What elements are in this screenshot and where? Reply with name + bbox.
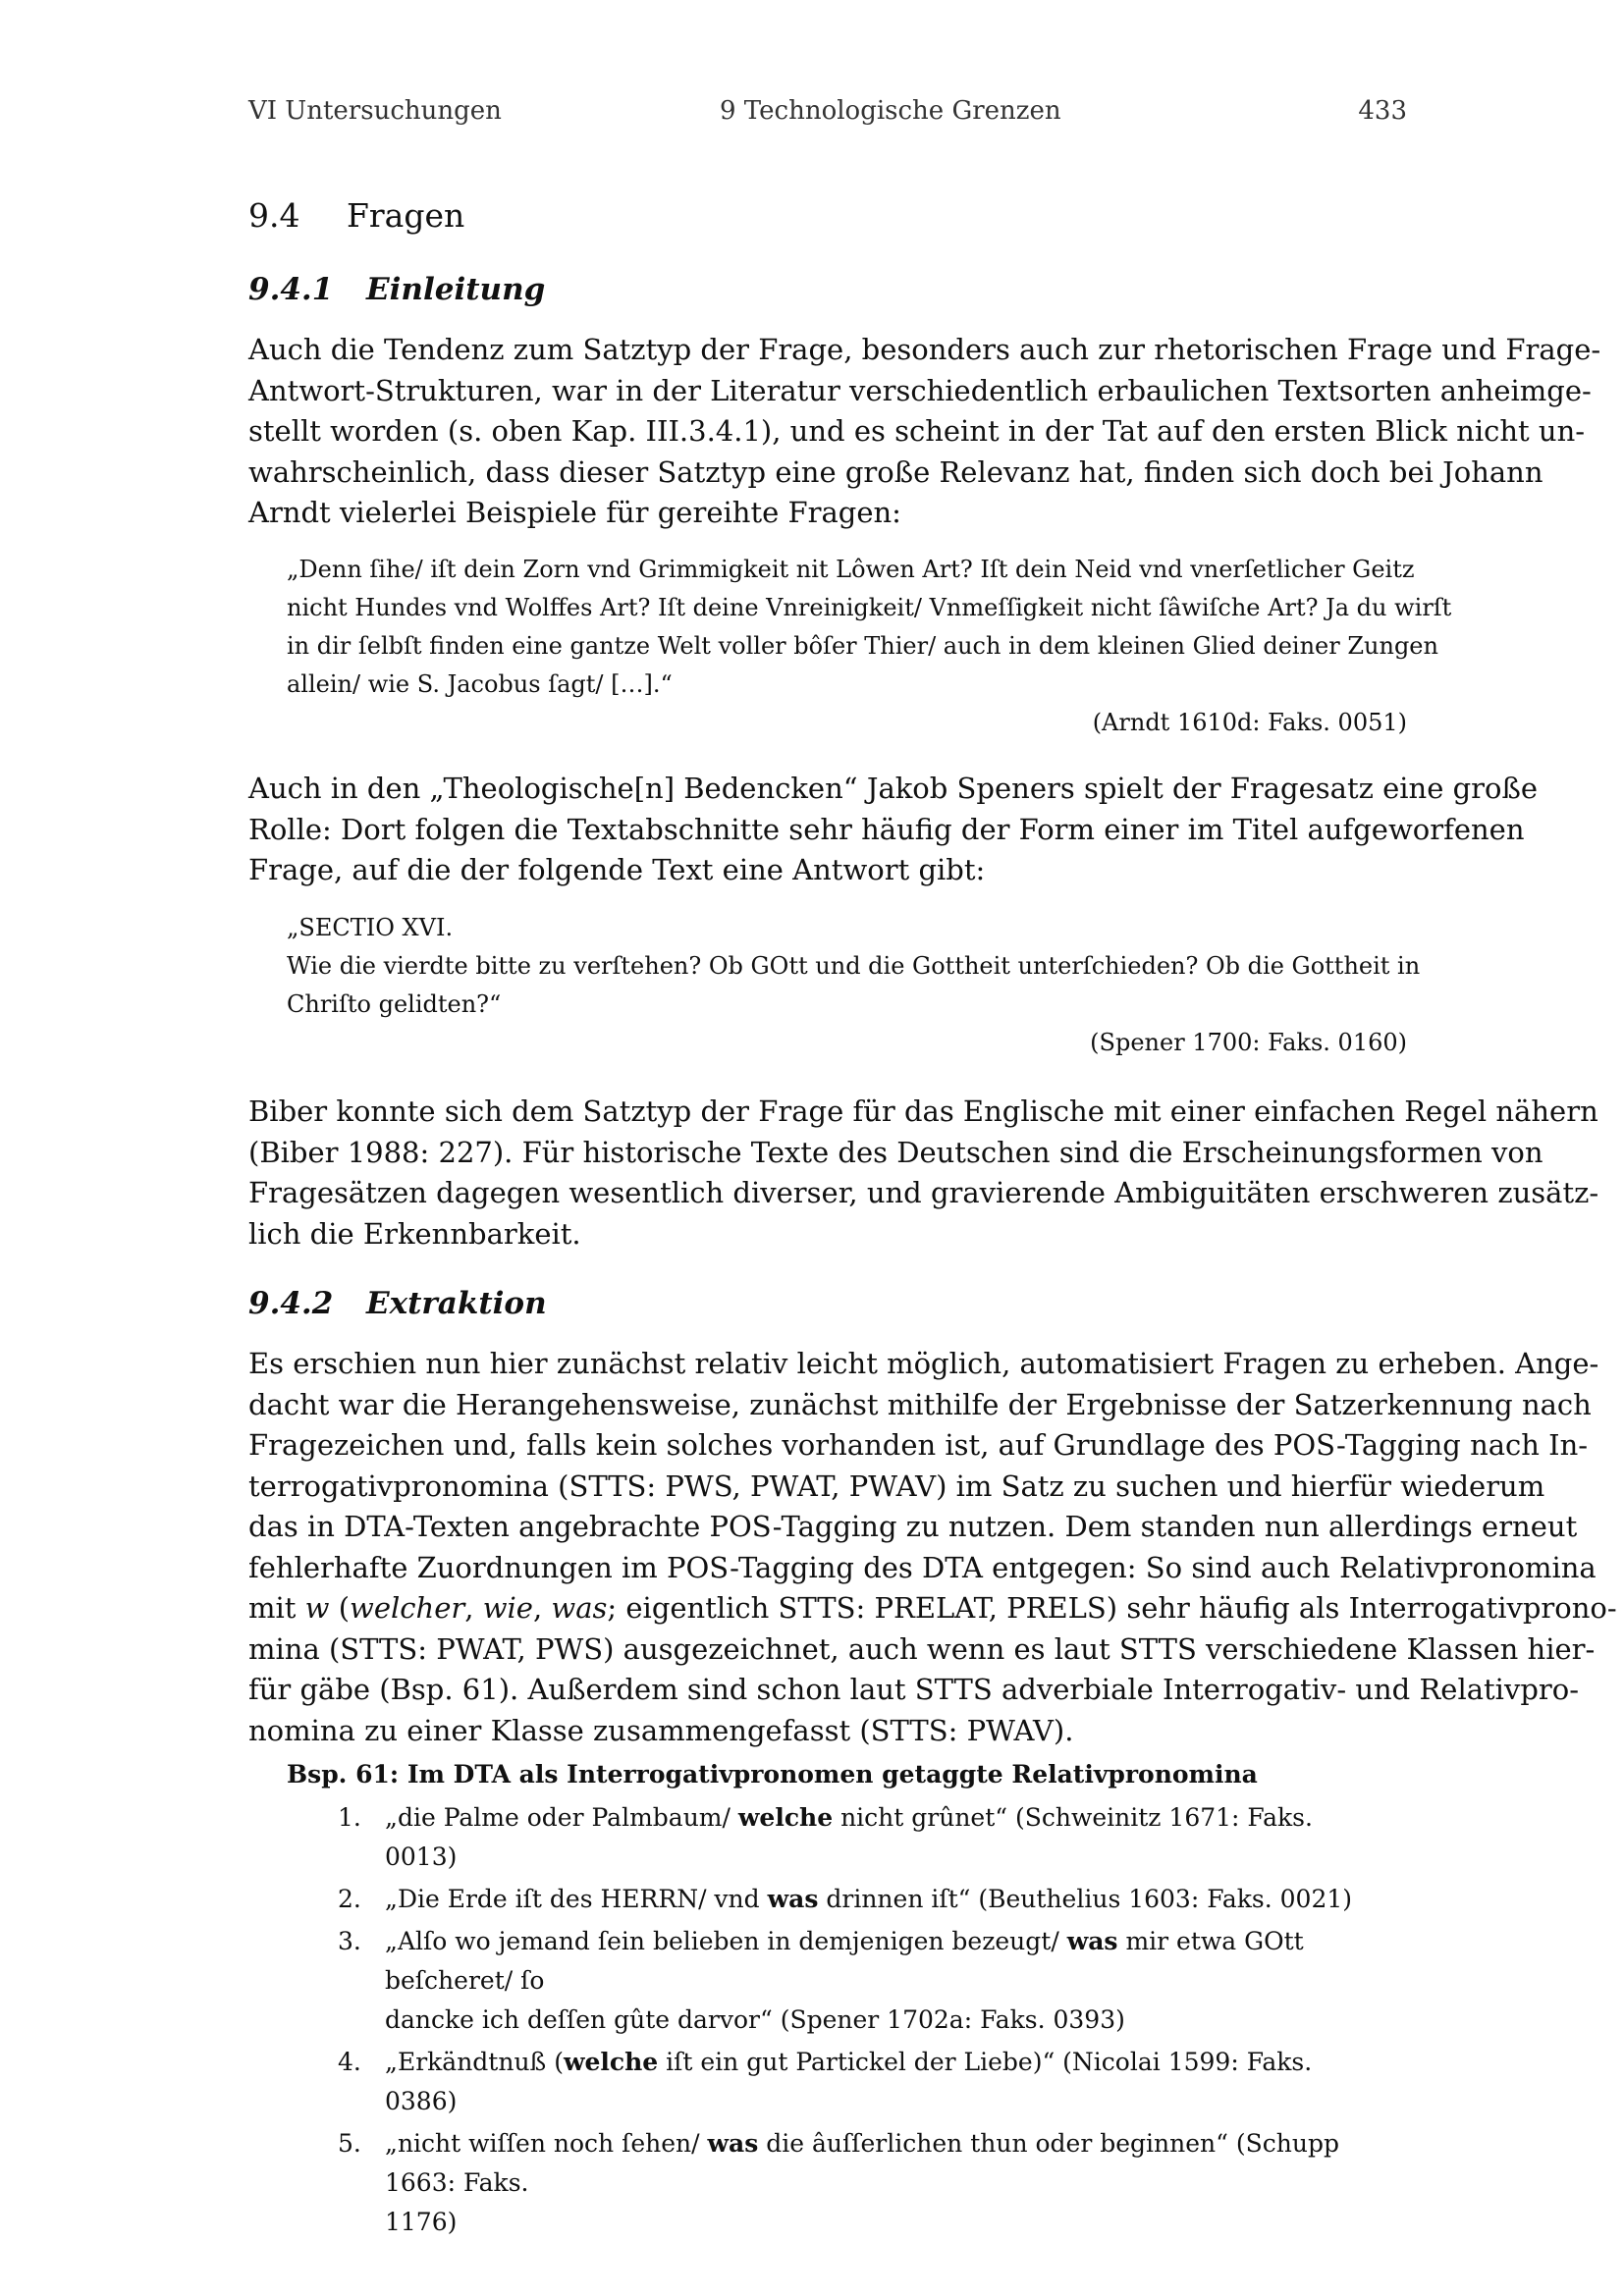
quote-line: „Denn ſihe/ iſt dein Zorn vnd Grimmigkeit nit Lôwen Art? Iſt dein Neid vnd vnerſetlicher Geitz <box>287 556 1415 583</box>
text-run: iſt ein gut Partickel der Liebe)“ (Nicolai 1599: Faks. 0386) <box>385 2048 1313 2115</box>
quote-line: Wie die vierdte bitte zu verſtehen? Ob GOtt und die Gottheit unterſchieden? Ob die Gottheit in <box>287 952 1421 980</box>
quote-line: „SECTIO XVI. <box>287 914 454 941</box>
text-line: das in DTA-Texten angebrachte POS-Tagging zu nutzen. Dem standen nun allerdings erneut <box>248 1510 1578 1543</box>
italic-term: welcher <box>350 1591 465 1625</box>
italic-term: wie <box>482 1591 533 1625</box>
quote-line: Chriſto gelidten?“ <box>287 990 502 1018</box>
highlighted-pronoun: welche <box>563 2048 659 2076</box>
text-line: dacht war die Herangehensweise, zunächst mithilfe der Ergebnisse der Satzerkennung nach <box>248 1387 1592 1421</box>
text-line: Auch die Tendenz zum Satztyp der Frage, besonders auch zur rhetorischen Frage und Frage- <box>248 333 1601 366</box>
text-run: „die Palme oder Palmbaum/ <box>385 1803 738 1832</box>
text-line: Antwort-Strukturen, war in der Literatur verschiedentlich erbaulichen Textsorten anheimge- <box>248 373 1592 407</box>
list-item-number: 1. <box>338 1803 361 1832</box>
text-run: mit <box>248 1591 305 1625</box>
text-run: drinnen iſt“ (Beuthelius 1603: Faks. 0021) <box>818 1885 1353 1913</box>
quote-source: (Arndt 1610d: Faks. 0051) <box>1092 709 1407 736</box>
subsection-title: Extraktion <box>366 1286 547 1321</box>
section-number: 9.4 <box>248 196 300 235</box>
quote-line: nicht Hundes vnd Wolffes Art? Iſt deine Vnreinigkeit/ Vnmeſſigkeit nicht ſâwiſche Art? Ja du wirſt <box>287 594 1452 621</box>
text-line: Frage, auf die der folgende Text eine Antwort gibt: <box>248 853 986 886</box>
text-run: ( <box>329 1591 351 1625</box>
list-item-continuation: dancke ich deſſen gûte darvor“ (Spener 1702a: Faks. 0393) <box>385 2005 1125 2034</box>
list-item-continuation: 1176) <box>385 2208 458 2236</box>
highlighted-pronoun: was <box>1066 1927 1118 1955</box>
text-line-with-italics <box>248 1588 1617 1629</box>
text-run: „nicht wiſſen noch ſehen/ <box>385 2129 708 2158</box>
text-run: „Die Erde iſt des HERRN/ vnd <box>385 1885 768 1913</box>
text-line: für gäbe (Bsp. 61). Außerdem sind schon laut STTS adverbiale Interrogativ- und Relativpro- <box>248 1673 1580 1706</box>
highlighted-pronoun: welche <box>737 1803 834 1832</box>
list-item <box>287 1880 1367 1919</box>
paragraph-biber <box>248 1092 1599 1255</box>
list-item <box>287 2124 1367 2242</box>
block-quote-spener <box>287 909 1421 1062</box>
header-part-title: VI Untersuchungen <box>248 96 502 126</box>
text-line: Fragesätzen dagegen wesentlich diverser, und gravierende Ambiguitäten erschweren zusätz- <box>248 1176 1599 1209</box>
highlighted-pronoun: was <box>767 1885 819 1913</box>
block-quote-arndt <box>287 551 1452 742</box>
section-title: Fragen <box>347 196 465 235</box>
subsection-title: Einleitung <box>366 272 546 307</box>
section-heading <box>248 196 464 235</box>
list-item <box>287 1798 1367 1877</box>
paragraph-intro <box>248 330 1601 534</box>
list-item-number: 3. <box>338 1927 361 1955</box>
text-run: ; eigentlich STTS: PRELAT, PRELS) sehr häufig als Interrogativprono- <box>607 1591 1617 1625</box>
subsection-number: 9.4.1 <box>248 272 334 307</box>
text-line: wahrscheinlich, dass dieser Satztyp eine große Relevanz hat, finden sich doch bei Johann <box>248 454 1543 489</box>
subsection-heading-einleitung <box>248 272 545 307</box>
running-header <box>248 96 1407 135</box>
italic-term: was <box>551 1591 608 1625</box>
text-line: mina (STTS: PWAT, PWS) ausgezeichnet, auch wenn es laut STTS verschiedene Klassen hier- <box>248 1631 1596 1666</box>
text-run: „Alſo wo jemand ſein belieben in demjenigen bezeugt/ <box>385 1927 1067 1955</box>
text-line: Biber konnte sich dem Satztyp der Frage für das Englische mit einer einfachen Regel nähern <box>248 1095 1598 1128</box>
example-list <box>287 1798 1367 2245</box>
paragraph-extraktion <box>248 1344 1617 1751</box>
text-run: , <box>464 1591 483 1625</box>
text-line: lich die Erkennbarkeit. <box>248 1216 581 1251</box>
quote-line: allein/ wie S. Jacobus ſagt/ […].“ <box>287 670 673 698</box>
subsection-number: 9.4.2 <box>248 1286 334 1321</box>
text-line: Fragezeichen und, falls kein solches vorhanden ist, auf Grundlage des POS-Tagging nach In- <box>248 1428 1589 1462</box>
quote-line: in dir ſelbſt finden eine gantze Welt voller bôſer Thier/ auch in dem kleinen Glied deiner Zungen <box>287 632 1438 660</box>
quote-source: (Spener 1700: Faks. 0160) <box>1090 1029 1407 1056</box>
example-title: Bsp. 61: Im DTA als Interrogativpronomen getaggte Relativpronomina <box>287 1760 1258 1789</box>
text-run: mir etwa GOtt beſcheret/ ſo <box>385 1927 1304 1995</box>
text-line: Es erschien nun hier zunächst relativ leicht möglich, automatisiert Fragen zu erheben. Ange- <box>248 1347 1599 1380</box>
list-item <box>287 2043 1367 2121</box>
text-run: , <box>532 1591 552 1625</box>
text-line: (Biber 1988: 227). Für historische Texte des Deutschen sind die Erscheinungsformen von <box>248 1135 1543 1169</box>
list-item-number: 4. <box>338 2048 361 2076</box>
text-run: nicht grûnet“ (Schweinitz 1671: Faks. 0013) <box>385 1803 1313 1871</box>
text-line: Arndt vielerlei Beispiele für gereihte Fragen: <box>248 496 901 529</box>
list-item <box>287 1922 1367 2040</box>
text-line: fehlerhafte Zuordnungen im POS-Tagging des DTA entgegen: So sind auch Relativpronomina <box>248 1550 1597 1584</box>
text-run: die âuſſerlichen thun oder beginnen“ (Schupp 1663: Faks. <box>385 2129 1339 2197</box>
text-line: Auch in den „Theologische[n] Bedencken“ Jakob Speners spielt der Fragesatz eine große <box>248 772 1539 805</box>
subsection-heading-extraktion <box>248 1286 547 1321</box>
page-number: 433 <box>1358 96 1407 126</box>
italic-term: w <box>304 1591 330 1625</box>
text-run: „Erkändtnuß ( <box>385 2048 564 2076</box>
text-line: Rolle: Dort folgen die Textabschnitte sehr häufig der Form einer im Titel aufgeworfenen <box>248 812 1525 846</box>
list-item-number: 2. <box>338 1885 361 1913</box>
header-chapter-title: 9 Technologische Grenzen <box>720 96 1061 126</box>
text-line: terrogativpronomina (STTS: PWS, PWAT, PWAV) im Satz zu suchen und hierfür wiederum <box>248 1468 1545 1503</box>
text-line: stellt worden (s. oben Kap. III.3.4.1), und es scheint in der Tat auf den ersten Blick nicht un- <box>248 414 1586 448</box>
highlighted-pronoun: was <box>707 2129 759 2158</box>
paragraph-spener <box>248 769 1539 891</box>
text-line: nomina zu einer Klasse zusammengefasst (STTS: PWAV). <box>248 1713 1074 1747</box>
list-item-number: 5. <box>338 2129 361 2158</box>
